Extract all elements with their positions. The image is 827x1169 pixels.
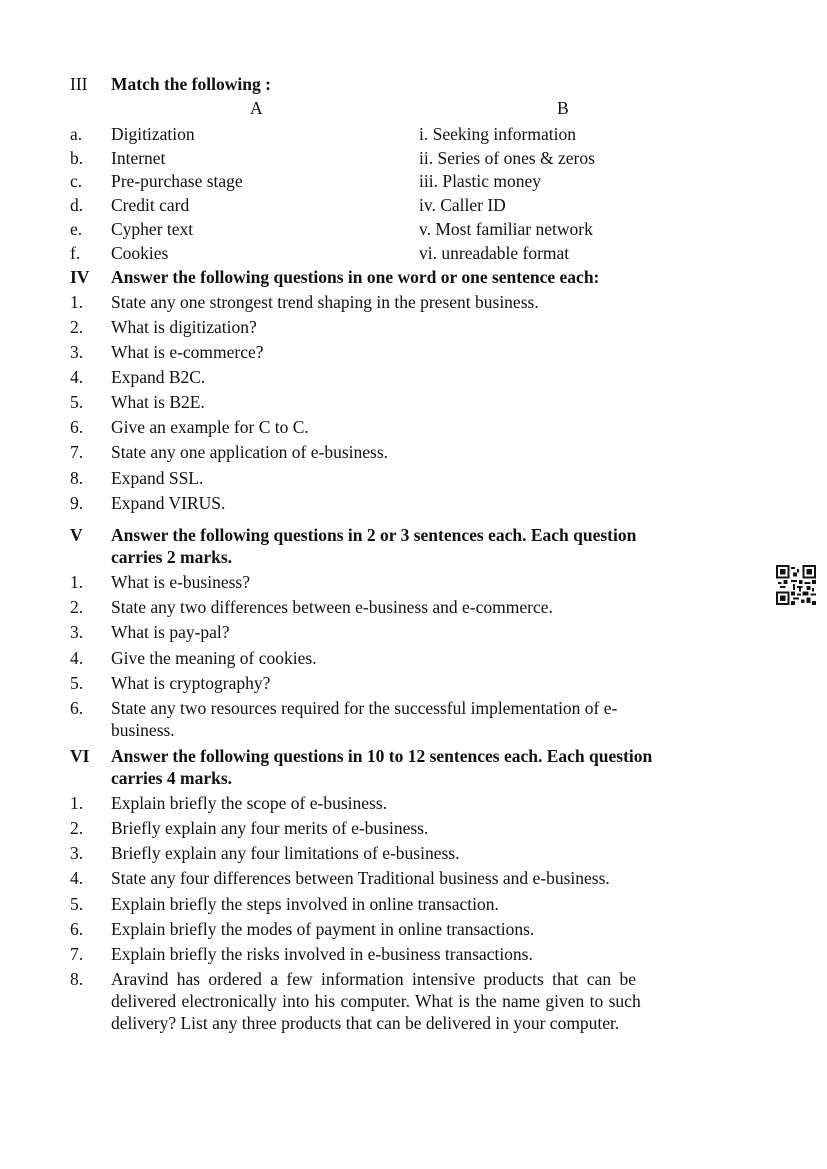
match-item-a: Credit card — [111, 195, 190, 215]
question-number: 6. — [70, 919, 84, 939]
question-number: 5. — [70, 894, 84, 914]
section-title: Match the following : — [111, 74, 271, 94]
question-item — [70, 968, 730, 1034]
question-text: Explain briefly the modes of payment in online transactions. — [111, 919, 535, 939]
section-number: V — [70, 525, 83, 545]
question-number: 1. — [70, 292, 84, 312]
match-item-b: i. Seeking information — [419, 124, 576, 144]
qr-code-icon — [776, 565, 816, 605]
question-number: 2. — [70, 597, 84, 617]
question-text: State any one application of e-business. — [111, 442, 389, 462]
question-number: 2. — [70, 317, 84, 337]
match-item-b: ii. Series of ones & zeros — [419, 148, 595, 168]
match-label: f. — [70, 243, 81, 263]
match-item-a: Digitization — [111, 124, 195, 144]
question-number: 3. — [70, 342, 84, 362]
question-text: State any two differences between e-business and e-commerce. — [111, 597, 553, 617]
match-item-a: Cypher text — [111, 219, 194, 239]
section-number: IV — [70, 267, 90, 287]
section-title-line-2: carries 2 marks. — [111, 547, 233, 567]
question-text-line-3: delivery? List any three products that can be delivered in your computer. — [111, 1013, 620, 1033]
question-number: 9. — [70, 493, 84, 513]
question-number: 5. — [70, 673, 84, 693]
match-item-a: Internet — [111, 148, 166, 168]
question-number: 5. — [70, 392, 84, 412]
match-label: c. — [70, 171, 83, 191]
section-title-line-1: Answer the following questions in 10 to 12 sentences each. Each question — [111, 746, 653, 766]
question-text: What is digitization? — [111, 317, 257, 337]
question-number: 1. — [70, 793, 84, 813]
match-item-b: v. Most familiar network — [419, 219, 593, 239]
match-label: e. — [70, 219, 83, 239]
question-text: State any four differences between Traditional business and e-business. — [111, 868, 610, 888]
question-number: 8. — [70, 468, 84, 488]
question-number: 1. — [70, 572, 84, 592]
question-number: 7. — [70, 944, 84, 964]
question-text: Expand B2C. — [111, 367, 206, 387]
question-number: 4. — [70, 367, 84, 387]
match-item-b: vi. unreadable format — [419, 243, 570, 263]
question-text: State any one strongest trend shaping in the present business. — [111, 292, 539, 312]
match-label: b. — [70, 148, 84, 168]
question-text: What is B2E. — [111, 392, 205, 412]
question-number: 7. — [70, 442, 84, 462]
question-number: 4. — [70, 648, 84, 668]
question-text: What is e-business? — [111, 572, 250, 592]
match-item-b: iii. Plastic money — [419, 171, 542, 191]
match-label: a. — [70, 124, 83, 144]
section-title-line-2: carries 4 marks. — [111, 768, 233, 788]
question-text: Expand SSL. — [111, 468, 204, 488]
question-text: Briefly explain any four limitations of e-business. — [111, 843, 460, 863]
question-text-line-2: delivered electronically into his computer. What is the name given to such — [111, 991, 641, 1011]
question-number: 4. — [70, 868, 84, 888]
section-title-line-1: Answer the following questions in 2 or 3 sentences each. Each question — [111, 525, 637, 545]
question-number: 6. — [70, 417, 84, 437]
question-text: Explain briefly the risks involved in e-business transactions. — [111, 944, 533, 964]
section-title: Answer the following questions in one word or one sentence each: — [111, 267, 600, 287]
question-text: What is cryptography? — [111, 673, 271, 693]
section-v-heading — [70, 524, 730, 568]
match-item-b: iv. Caller ID — [419, 195, 506, 215]
question-text: Explain briefly the steps involved in online transaction. — [111, 894, 499, 914]
match-item-a: Pre-purchase stage — [111, 171, 243, 191]
match-label: d. — [70, 195, 84, 215]
question-text: What is pay-pal? — [111, 622, 230, 642]
question-text: Give an example for C to C. — [111, 417, 309, 437]
question-number: 3. — [70, 622, 84, 642]
question-number: 2. — [70, 818, 84, 838]
section-vi-heading — [70, 745, 730, 789]
column-b-heading: B — [557, 98, 569, 118]
question-text: Explain briefly the scope of e-business. — [111, 793, 388, 813]
question-number: 8. — [70, 969, 84, 989]
section-number: III — [70, 74, 88, 94]
question-text: Expand VIRUS. — [111, 493, 226, 513]
question-item — [70, 697, 730, 741]
question-text: What is e-commerce? — [111, 342, 264, 362]
question-number: 6. — [70, 698, 84, 718]
question-text: Give the meaning of cookies. — [111, 648, 317, 668]
question-number: 3. — [70, 843, 84, 863]
column-a-heading: A — [250, 98, 263, 118]
match-item-a: Cookies — [111, 243, 169, 263]
question-text-line-1: State any two resources required for the successful implementation of e- — [111, 698, 618, 718]
question-text-line-1: Aravind has ordered a few information intensive products that can be — [111, 969, 636, 989]
question-text: Briefly explain any four merits of e-business. — [111, 818, 429, 838]
question-text-line-2: business. — [111, 720, 175, 740]
section-number: VI — [70, 746, 90, 766]
